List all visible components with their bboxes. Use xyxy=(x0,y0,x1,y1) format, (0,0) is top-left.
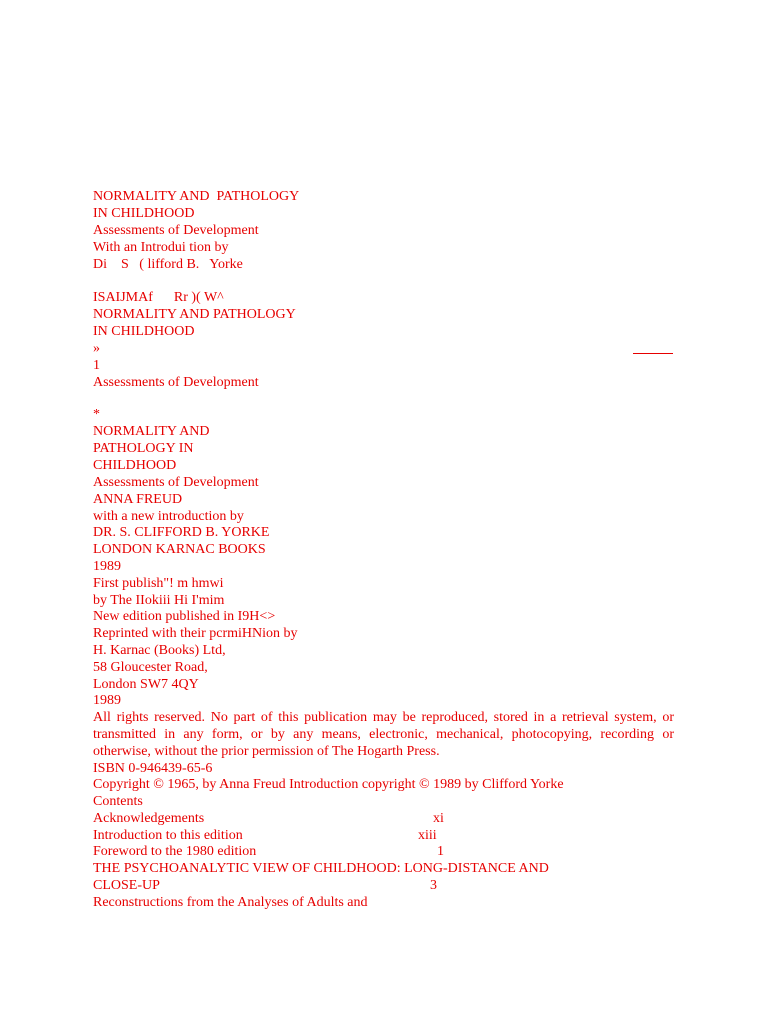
toc-entry-page: 1 xyxy=(437,844,444,859)
title-page-intro-author: DR. S. CLIFFORD B. YORKE xyxy=(93,525,270,540)
contents-heading: Contents xyxy=(93,794,143,809)
title-page-year: 1989 xyxy=(93,559,121,574)
book-title-line-1: NORMALITY AND PATHOLOGY xyxy=(93,189,300,204)
title-page-line-3: CHILDHOOD xyxy=(93,458,177,473)
garbled-ocr-line: ISAIJMAf Rr )( W^ xyxy=(93,290,224,305)
toc-entry-label: Reconstructions from the Analyses of Adults and xyxy=(93,895,368,910)
book-subtitle: Assessments of Development xyxy=(93,223,259,238)
title-page-publisher: LONDON KARNAC BOOKS xyxy=(93,542,266,557)
imprint-reprinted: Reprinted with their pcrmiHNion by xyxy=(93,626,298,641)
toc-entry-page: xi xyxy=(433,811,444,826)
rights-statement: All rights reserved. No part of this publication may be reproduced, stored in a retrieval system, or transmitted in any form, or by any means, electronic, mechanical, photocopying, recording or otherwise, without the prior permission of The Hogarth Press. xyxy=(93,710,674,759)
toc-entry-page: xiii xyxy=(418,828,437,843)
page-number: 1 xyxy=(93,358,100,373)
toc-entry-label: THE PSYCHOANALYTIC VIEW OF CHILDHOOD: LONG-DISTANCE AND xyxy=(93,861,549,876)
introduction-author: Di S ( lifford B. Yorke xyxy=(93,257,243,272)
horizontal-rule xyxy=(633,347,673,354)
toc-entry-label: Acknowledgements xyxy=(93,811,205,826)
imprint-city: London SW7 4QY xyxy=(93,677,199,692)
toc-entry-label: CLOSE-UP xyxy=(93,878,160,893)
book-title-line-2-repeat: IN CHILDHOOD xyxy=(93,324,195,339)
book-subtitle-repeat: Assessments of Development xyxy=(93,375,259,390)
isbn: ISBN 0-946439-65-6 xyxy=(93,761,213,776)
title-page-intro-credit: with a new introduction by xyxy=(93,509,244,524)
imprint-publisher-name: H. Karnac (Books) Ltd, xyxy=(93,643,226,658)
title-page-line-1: NORMALITY AND xyxy=(93,424,210,439)
copyright-line: Copyright © 1965, by Anna Freud Introduction copyright © 1989 by Clifford Yorke xyxy=(93,777,564,792)
book-title-line-1-repeat: NORMALITY AND PATHOLOGY xyxy=(93,307,296,322)
asterisk-marker: * xyxy=(93,407,100,422)
title-page-subtitle: Assessments of Development xyxy=(93,475,259,490)
imprint-street: 58 Gloucester Road, xyxy=(93,660,208,675)
imprint-press: by The IIokiii Hi I'mim xyxy=(93,593,225,608)
toc-entry-label: Foreword to the 1980 edition xyxy=(93,844,257,859)
title-page-line-2: PATHOLOGY IN xyxy=(93,441,194,456)
imprint-new-edition: New edition published in I9H<> xyxy=(93,609,276,624)
toc-entry-label: Introduction to this edition xyxy=(93,828,243,843)
guillemet-marker: » xyxy=(93,341,100,356)
book-title-line-2: IN CHILDHOOD xyxy=(93,206,195,221)
title-page-author: ANNA FREUD xyxy=(93,492,183,507)
imprint-first-published: First publish"! m hmwi xyxy=(93,576,224,591)
imprint-year: 1989 xyxy=(93,693,121,708)
toc-entry-page: 3 xyxy=(430,878,437,893)
introduction-credit: With an Introdui tion by xyxy=(93,240,229,255)
